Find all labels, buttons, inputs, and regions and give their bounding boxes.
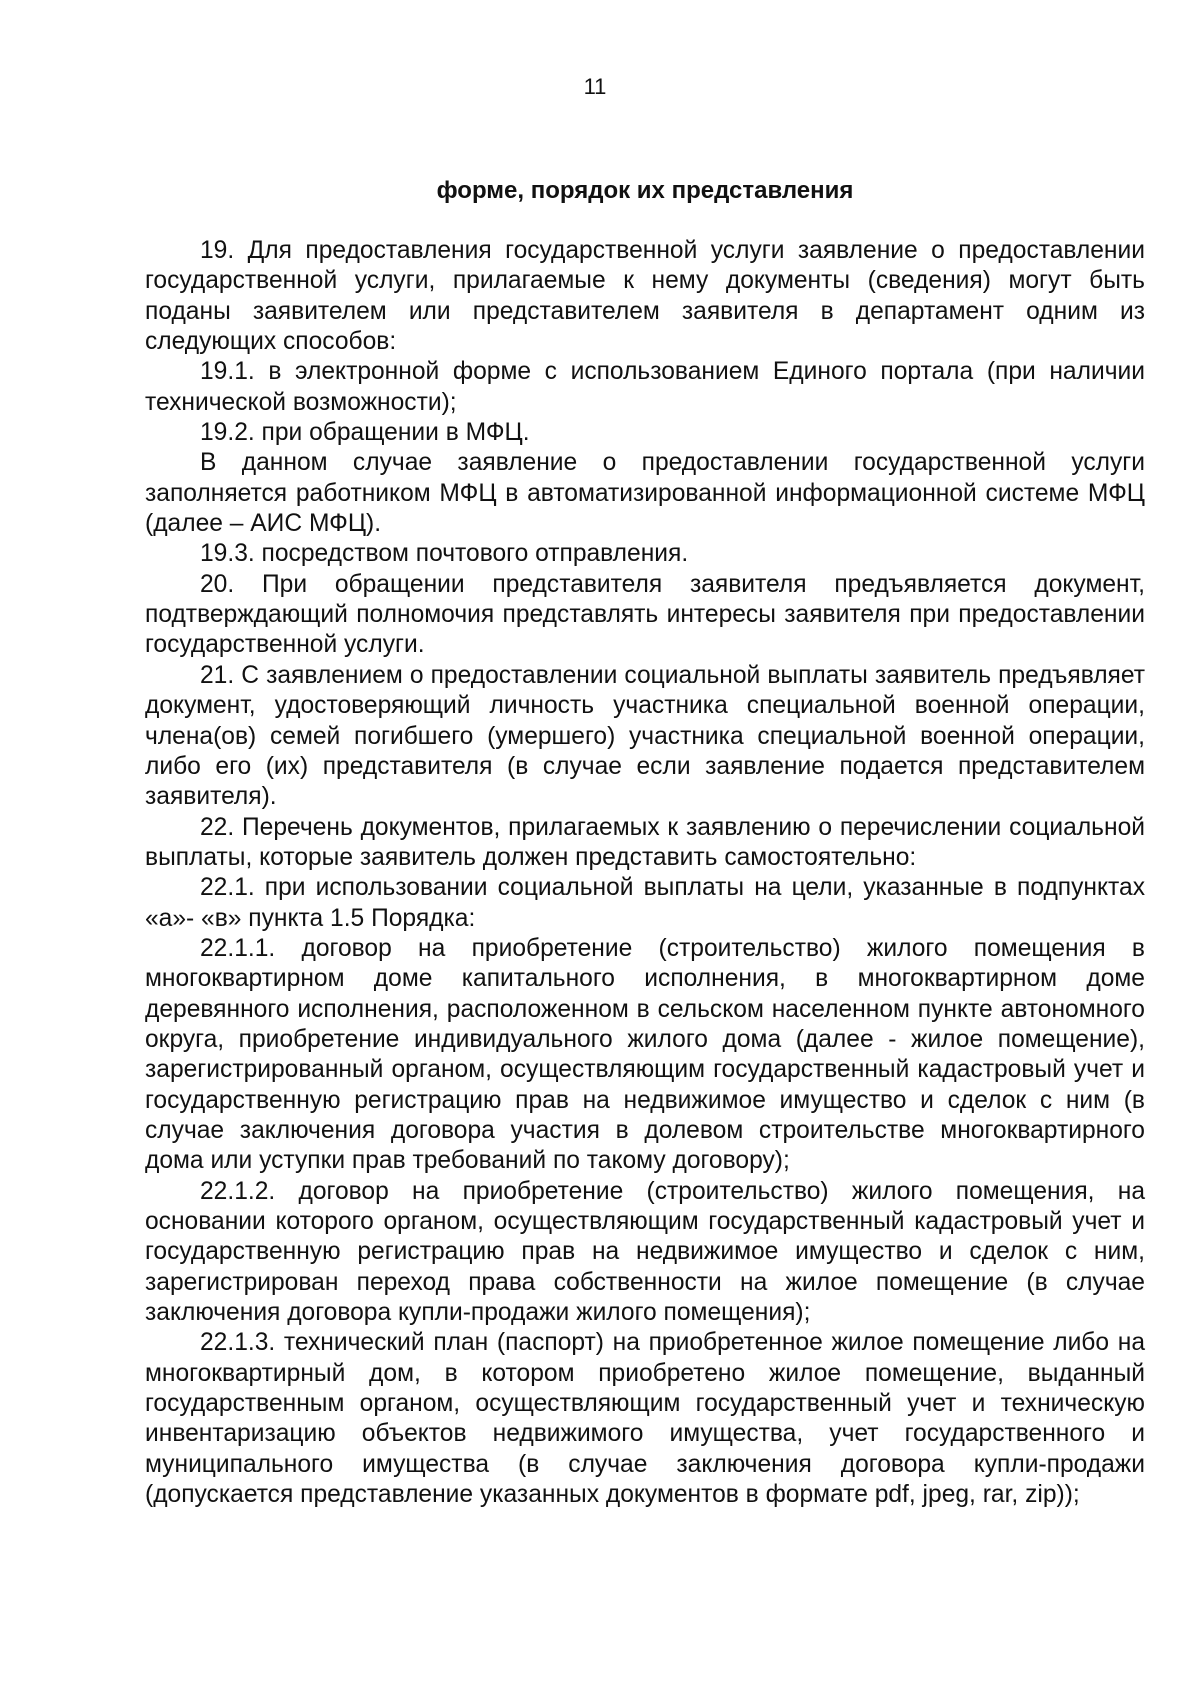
paragraph-22: 22. Перечень документов, прилагаемых к заявлению о перечислении социальной выплаты, которые заявитель должен представить самостоятельно: (145, 813, 1145, 871)
paragraph-22-1: 22.1. при использовании социальной выплаты на цели, указанные в подпунктах «а»- «в» пункта 1.5 Порядка: (145, 874, 1145, 932)
paragraph-22-1-1: 22.1.1. договор на приобретение (строительство) жилого помещения в многоквартирном доме капитального исполнения, в многоквартирном доме деревянного исполнения, расположенном в сельском населенном пункте автономного округа, приобретение индивидуального жилого дома (далее - жилое помещение), зарегистрированный органом, осуществляющим государственный кадастровый учет и государственную регистрацию прав на недвижимое имущество и сделок с ним (в случае заключения договора участия в долевом строительстве многоквартирного дома или уступки прав требований по такому договору); (145, 934, 1145, 1175)
paragraph-20: 20. При обращении представителя заявителя предъявляется документ, подтверждающий полномочия представлять интересы заявителя при предоставлении государственной услуги. (145, 570, 1145, 659)
paragraph-19-3: 19.3. посредством почтового отправления. (200, 540, 689, 568)
paragraph-22-1-3: 22.1.3. технический план (паспорт) на приобретенное жилое помещение либо на многоквартирный дом, в котором приобретено жилое помещение, выданный государственным органом, осуществляющим государственный учет и техническую инвентаризацию объектов недвижимого имущества, учет государственного и муниципального имущества (в случае заключения договора купли-продажи (допускается представление указанных документов в формате pdf, jpeg, rar, zip)); (145, 1329, 1145, 1509)
paragraph-21: 21. С заявлением о предоставлении социальной выплаты заявитель предъявляет документ, удостоверяющий личность участника специальной военной операции, члена(ов) семей погибшего (умершего) участника специальной военной операции, либо его (их) представителя (в случае если заявление подается представителем заявителя). (145, 661, 1145, 811)
paragraph-19-1: 19.1. в электронной форме с использованием Единого портала (при наличии технической возможности); (145, 358, 1145, 416)
paragraph-19-2-note: В данном случае заявление о предоставлении государственной услуги заполняется работником МФЦ в автоматизированной информационной системе МФЦ (далее – АИС МФЦ). (145, 449, 1145, 538)
section-heading: форме, порядок их представления (436, 177, 854, 204)
paragraph-22-1-2: 22.1.2. договор на приобретение (строительство) жилого помещения, на основании которого органом, осуществляющим государственный кадастровый учет и государственную регистрацию прав на недвижимое имущество и сделок с ним, зарегистрирован переход права собственности на жилое помещение (в случае заключения договора купли-продажи жилого помещения); (145, 1177, 1145, 1327)
page-number: 11 (583, 74, 607, 99)
paragraph-19-2: 19.2. при обращении в МФЦ. (200, 419, 530, 447)
document-body (145, 236, 1145, 1510)
paragraph-19: 19. Для предоставления государственной услуги заявление о предоставлении государственной услуги, прилагаемые к нему документы (сведения) могут быть поданы заявителем или представителем заявителя в департамент одним из следующих способов: (145, 237, 1145, 356)
